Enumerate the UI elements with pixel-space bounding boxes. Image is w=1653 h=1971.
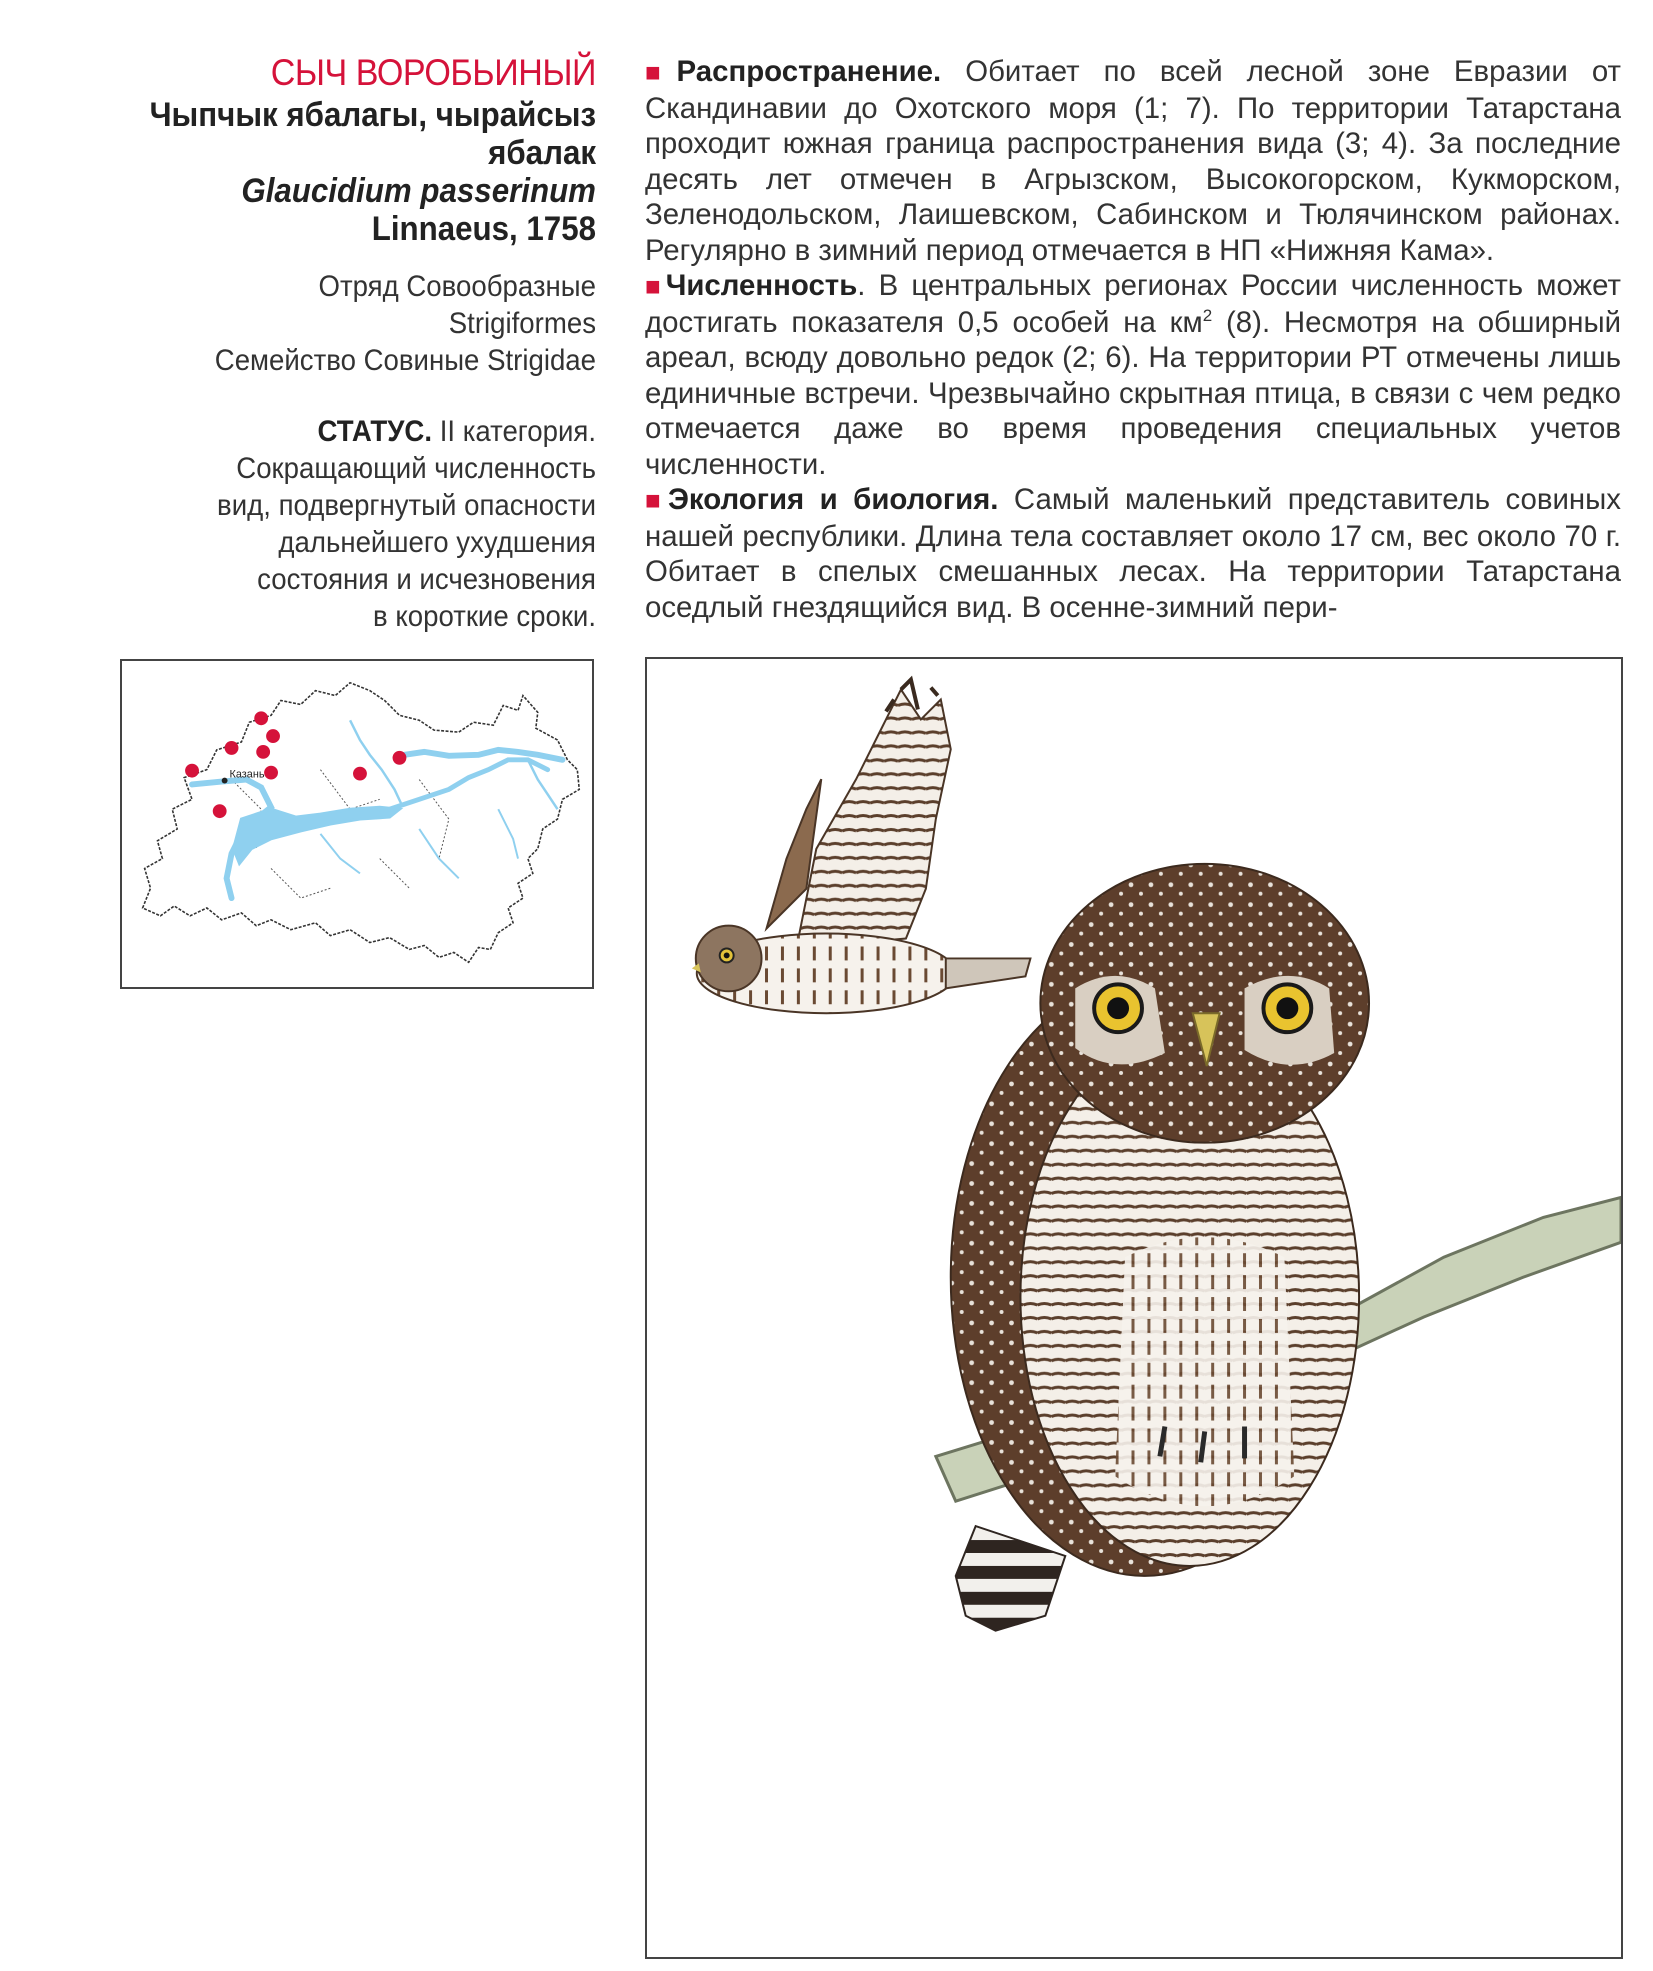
status-category: II категория. xyxy=(432,415,596,448)
section-ecology xyxy=(645,482,1621,625)
record-dots xyxy=(185,711,406,818)
status-block xyxy=(149,413,596,635)
section-body: . В центральных регионах России численность может достигать показателя 0,5 особей на км xyxy=(645,269,1621,339)
river-kama xyxy=(390,760,548,809)
status-line6: в короткие сроки. xyxy=(373,600,596,633)
record-dot xyxy=(264,766,278,780)
species-name-latin: Glaucidium passerinum xyxy=(241,172,597,210)
species-name-ru: СЫЧ ВОРОБЬИНЫЙ xyxy=(270,52,596,93)
record-dot xyxy=(213,804,227,818)
status-line2: Сокращающий численность xyxy=(236,452,596,485)
section-distribution xyxy=(645,54,1621,268)
order-line2: Strigiformes xyxy=(448,307,596,340)
status-label: СТАТУС. xyxy=(317,415,433,448)
section-body: Обитает по всей лесной зоне Евразии от Скандинавии до Охотского моря (1; 7). По территории Татарстана проходит южная граница распространения вида (3; 4). За последние десять лет отмечен в Агрызском, Высокогорском, Кукморском, Зеленодольском, Лаишевском, Сабинском и Тюлячинском районах. Регулярно в зимний период отмечается в НП «Нижняя Кама». xyxy=(645,55,1621,267)
article-text xyxy=(645,54,1621,625)
status-line3: вид, подвергнутый опасности xyxy=(217,489,596,522)
bullet-square-icon: ■ xyxy=(645,271,666,301)
record-dot xyxy=(353,767,367,781)
order-line1: Отряд Совообразные xyxy=(318,270,596,303)
record-dot xyxy=(225,741,239,755)
species-name-tt-line1: Чыпчык ябалагы, чырайсыз xyxy=(149,96,596,134)
kuibyshev-reservoir xyxy=(234,807,400,863)
region-border xyxy=(143,683,580,963)
map-svg xyxy=(122,661,592,987)
owl-wing xyxy=(796,690,950,949)
record-dot xyxy=(266,729,280,743)
section-heading: Численность xyxy=(665,269,858,302)
family: Семейство Совиные Strigidae xyxy=(214,344,596,377)
section-body: Самый маленький представитель совиных нашей республики. Длина тела составляет около 17 см, вес около 70 г. Обитает в спелых смешанных лесах. На территории Татарстана оседлый гнездящийся вид. В осенне-зимний пери- xyxy=(645,483,1621,624)
river-kama-upper xyxy=(404,750,562,760)
section-heading: Экология и биология. xyxy=(668,483,999,516)
status-line4: дальнейшего ухудшения xyxy=(278,526,596,559)
distribution-map xyxy=(120,659,594,989)
owl-svg xyxy=(647,659,1621,1957)
kazan-label: Казань xyxy=(229,768,265,781)
river-vyatka xyxy=(350,720,401,804)
section-heading: Распространение. xyxy=(676,55,942,88)
record-dot xyxy=(254,711,268,725)
kazan-marker xyxy=(222,778,228,784)
owl-tail xyxy=(956,1526,1066,1631)
species-header xyxy=(110,52,596,635)
species-author: Linnaeus, 1758 xyxy=(371,210,596,248)
superscript: 2 xyxy=(1202,305,1213,325)
species-name-tt-line2: ябалак xyxy=(488,134,596,172)
bullet-square-icon: ■ xyxy=(645,485,669,515)
record-dot xyxy=(185,764,199,778)
record-dot xyxy=(393,751,407,765)
taxonomy xyxy=(149,268,596,379)
status-line5: состояния и исчезновения xyxy=(257,563,596,596)
flying-owl xyxy=(692,680,1031,1014)
record-dot xyxy=(256,745,270,759)
section-abundance xyxy=(645,268,1621,482)
section-body-cont: (8). Несмотря на обширный ареал, всюду довольно редок (2; 6). На территории РТ отмечены лишь единичные встречи. Чрезвычайно скрытная птица, в связи с чем редко отмечается даже во время проведения специальных учетов численности. xyxy=(645,305,1622,481)
bullet-square-icon: ■ xyxy=(645,57,677,87)
owl-illustration xyxy=(645,657,1623,1959)
owl-belly xyxy=(1115,1237,1294,1506)
